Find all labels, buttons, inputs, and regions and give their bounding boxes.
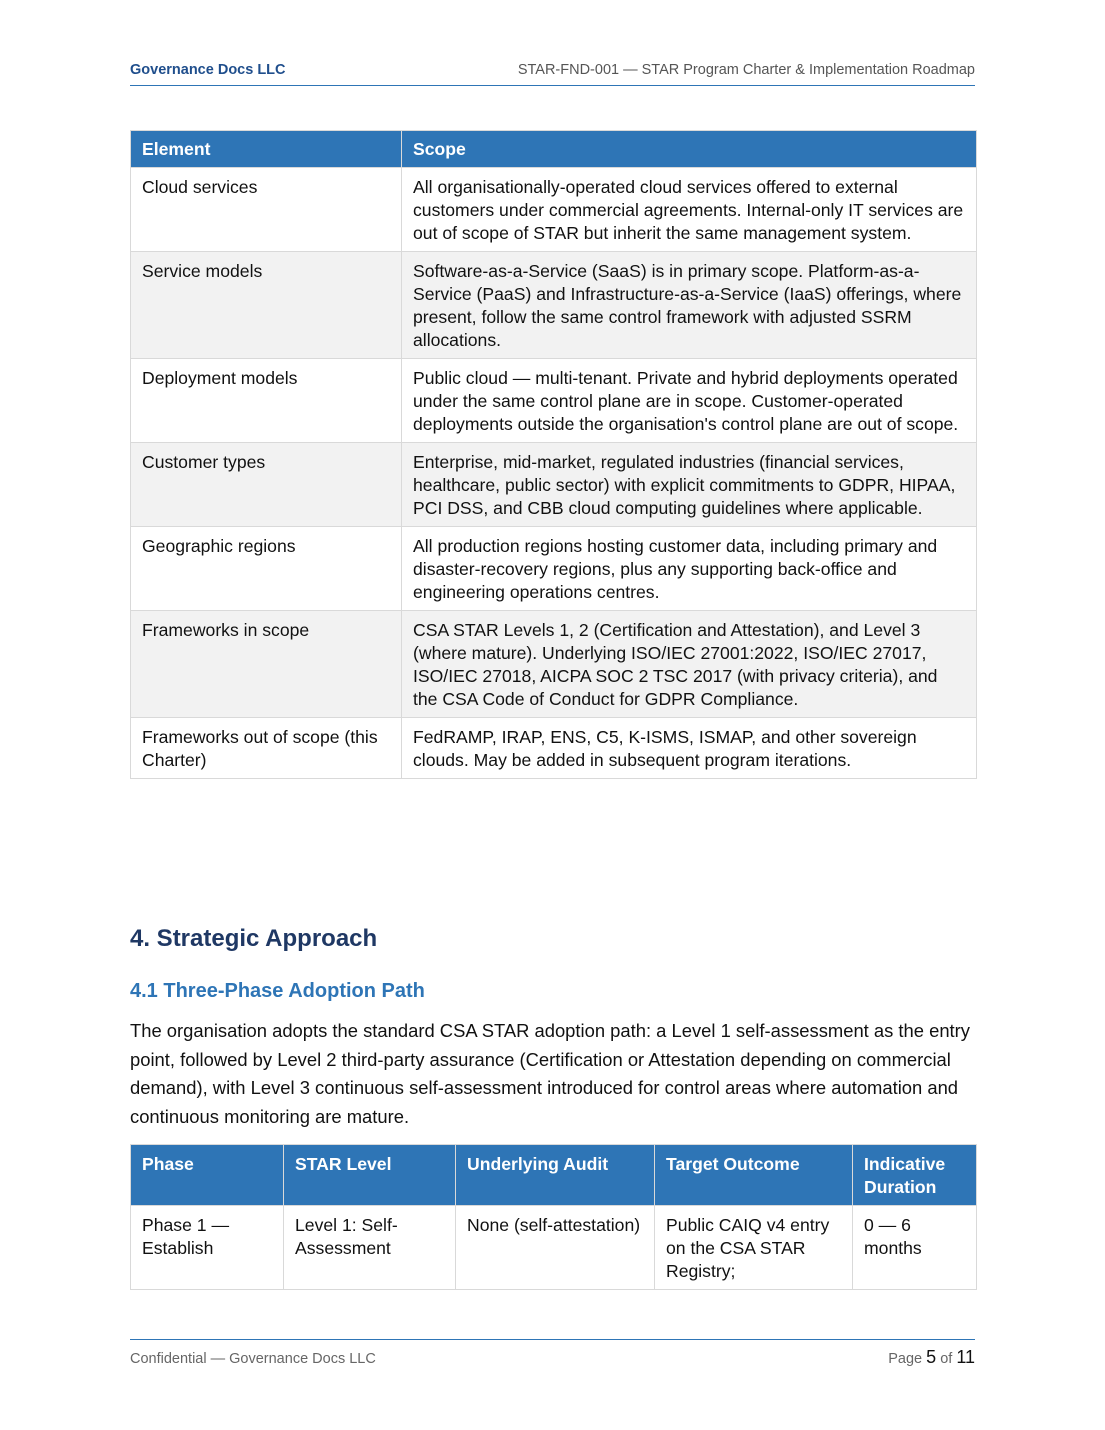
section-heading: 4. Strategic Approach	[130, 925, 378, 952]
footer-confidential: Confidential — Governance Docs LLC	[130, 1351, 376, 1367]
table-row	[131, 359, 977, 443]
total-pages: 11	[956, 1347, 975, 1367]
column-header: Target Outcome	[655, 1145, 853, 1206]
table-header-row	[131, 131, 977, 168]
phase-table	[130, 1144, 977, 1290]
page-number	[888, 1347, 975, 1368]
column-header: Underlying Audit	[456, 1145, 655, 1206]
audit-cell: None (self-attestation)	[456, 1206, 655, 1290]
element-cell: Customer types	[131, 443, 402, 527]
element-cell: Deployment models	[131, 359, 402, 443]
element-cell: Cloud services	[131, 168, 402, 252]
scope-cell: Enterprise, mid-market, regulated industries (financial services, healthcare, public sector) with explicit commitments to GDPR, HIPAA, PCI DSS, and CBB cloud computing guidelines where applicable.	[402, 443, 977, 527]
outcome-cell: Public CAIQ v4 entry on the CSA STAR Registry;	[655, 1206, 853, 1290]
star-level-cell: Level 1: Self-Assessment	[284, 1206, 456, 1290]
page-footer	[130, 1339, 975, 1368]
table-row	[131, 443, 977, 527]
scope-cell: CSA STAR Levels 1, 2 (Certification and Attestation), and Level 3 (where mature). Underlying ISO/IEC 27001:2022, ISO/IEC 27017, ISO/IEC 27018, AICPA SOC 2 TSC 2017 (with privacy criteria), and the CSA Code of Conduct for GDPR Compliance.	[402, 611, 977, 718]
body-paragraph: The organisation adopts the standard CSA STAR adoption path: a Level 1 self-assessment as the entry point, followed by Level 2 third-party assurance (Certification or Attestation depending on commercial demand), with Level 3 continuous self-assessment introduced for control areas where automation and continuous monitoring are mature.	[130, 1020, 970, 1127]
scope-cell: All production regions hosting customer data, including primary and disaster-recovery regions, plus any supporting back-office and engineering operations centres.	[402, 527, 977, 611]
of-label: of	[940, 1351, 953, 1367]
element-cell: Frameworks in scope	[131, 611, 402, 718]
page-label: Page	[888, 1351, 923, 1367]
subsection-heading: 4.1 Three-Phase Adoption Path	[130, 980, 425, 1002]
phase-cell: Phase 1 — Establish	[131, 1206, 284, 1290]
column-header: Indicative Duration	[853, 1145, 977, 1206]
element-cell: Service models	[131, 252, 402, 359]
table-header-row	[131, 1145, 977, 1206]
scope-cell: Public cloud — multi-tenant. Private and hybrid deployments operated under the same control plane are in scope. Customer-operated deployments outside the organisation's control plane are out of scope.	[402, 359, 977, 443]
scope-cell: All organisationally-operated cloud services offered to external customers under commercial agreements. Internal-only IT services are out of scope of STAR but inherit the same management system.	[402, 168, 977, 252]
column-header: Element	[131, 131, 402, 168]
table-row	[131, 527, 977, 611]
column-header: STAR Level	[284, 1145, 456, 1206]
column-header: Scope	[402, 131, 977, 168]
current-page: 5	[926, 1347, 937, 1367]
table-row	[131, 718, 977, 779]
table-row	[131, 168, 977, 252]
header-org: Governance Docs LLC	[130, 62, 286, 78]
header-doc-title: STAR-FND-001 — STAR Program Charter & Implementation Roadmap	[517, 62, 975, 78]
column-header: Phase	[131, 1145, 284, 1206]
scope-cell: FedRAMP, IRAP, ENS, C5, K-ISMS, ISMAP, and other sovereign clouds. May be added in subsequent program iterations.	[402, 718, 977, 779]
duration-cell: 0 — 6 months	[853, 1206, 977, 1290]
scope-table	[130, 130, 977, 779]
page-header	[130, 62, 975, 86]
table-row	[131, 252, 977, 359]
element-cell: Frameworks out of scope (this Charter)	[131, 718, 402, 779]
element-cell: Geographic regions	[131, 527, 402, 611]
table-row	[131, 611, 977, 718]
scope-cell: Software-as-a-Service (SaaS) is in primary scope. Platform-as-a-Service (PaaS) and Infrastructure-as-a-Service (IaaS) offerings, where present, follow the same control framework with adjusted SSRM allocations.	[402, 252, 977, 359]
table-row	[131, 1206, 977, 1290]
